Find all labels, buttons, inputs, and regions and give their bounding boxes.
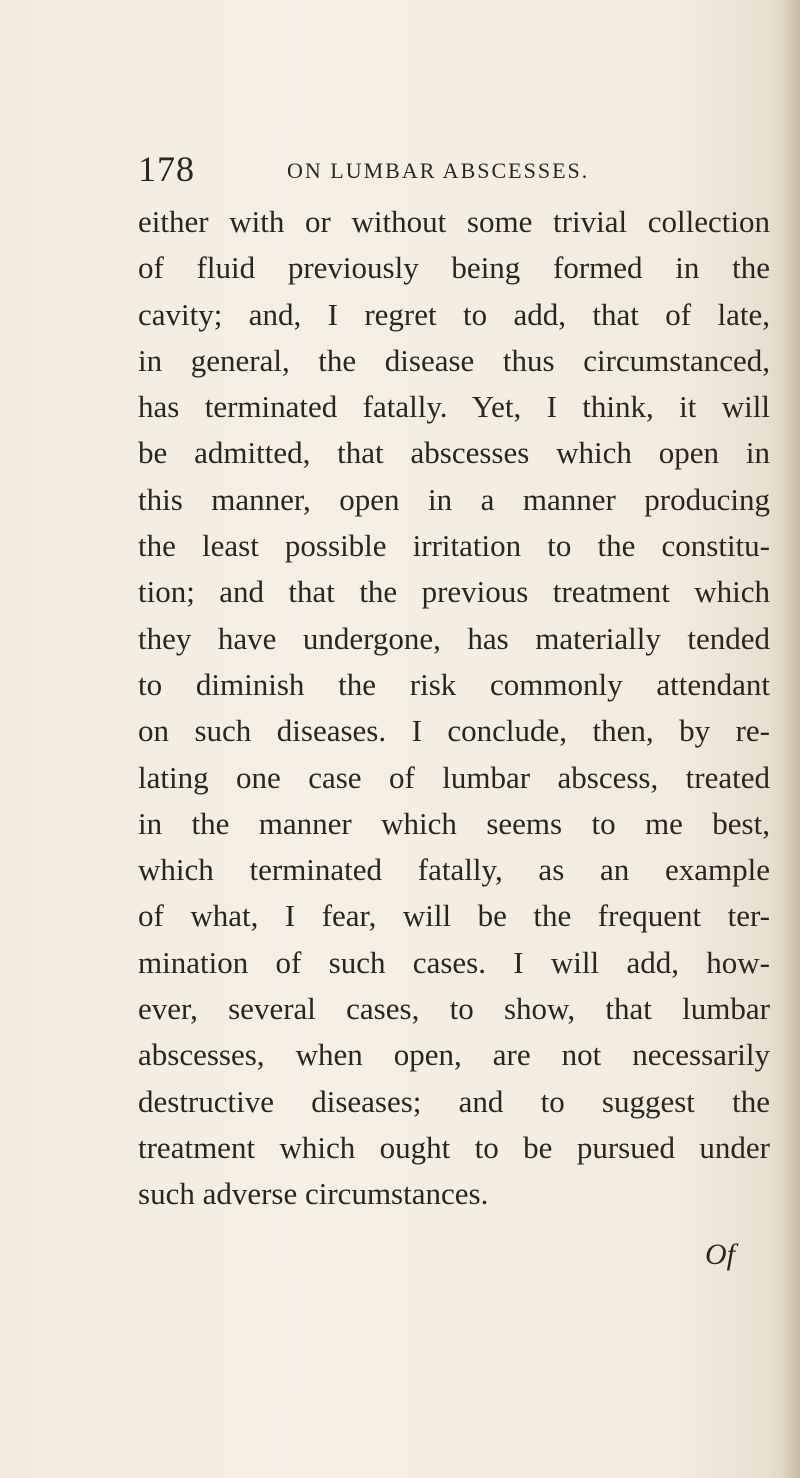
text-line: to diminish the risk commonly attendant — [138, 666, 770, 702]
page-number: 178 — [138, 149, 195, 189]
body-text — [138, 199, 770, 1218]
text-line: abscesses, when open, are not necessarily — [138, 1037, 770, 1073]
text-line: mination of such cases. I will add, how- — [138, 944, 770, 980]
text-line: the least possible irritation to the constitu- — [138, 528, 770, 564]
text-line: has terminated fatally. Yet, I think, it will — [138, 389, 770, 425]
text-line: they have undergone, has materially tended — [138, 620, 770, 656]
text-line-last: such adverse circumstances. — [138, 1176, 489, 1212]
text-line: of what, I fear, will be the frequent ter- — [138, 898, 770, 934]
running-head — [0, 148, 800, 188]
text-line: this manner, open in a manner producing — [138, 481, 770, 517]
text-line: in general, the disease thus circumstanced, — [138, 342, 770, 378]
text-line: on such diseases. I conclude, then, by re- — [138, 713, 770, 749]
text-line: tion; and that the previous treatment which — [138, 574, 770, 610]
text-line: lating one case of lumbar abscess, treated — [138, 759, 770, 795]
text-line: destructive diseases; and to suggest the — [138, 1083, 770, 1119]
running-title: ON LUMBAR ABSCESSES. — [287, 158, 590, 183]
catchword: Of — [705, 1238, 735, 1271]
text-line: either with or without some trivial collection — [138, 204, 770, 239]
text-line: of fluid previously being formed in the — [138, 250, 770, 286]
text-line: in the manner which seems to me best, — [138, 805, 770, 841]
text-line: be admitted, that abscesses which open in — [138, 435, 770, 471]
text-line: cavity; and, I regret to add, that of late, — [138, 296, 770, 332]
text-line: treatment which ought to be pursued under — [138, 1129, 770, 1165]
text-line: which terminated fatally, as an example — [138, 852, 770, 888]
page-edge-shadow — [782, 0, 800, 1478]
text-line: ever, several cases, to show, that lumbar — [138, 991, 770, 1027]
